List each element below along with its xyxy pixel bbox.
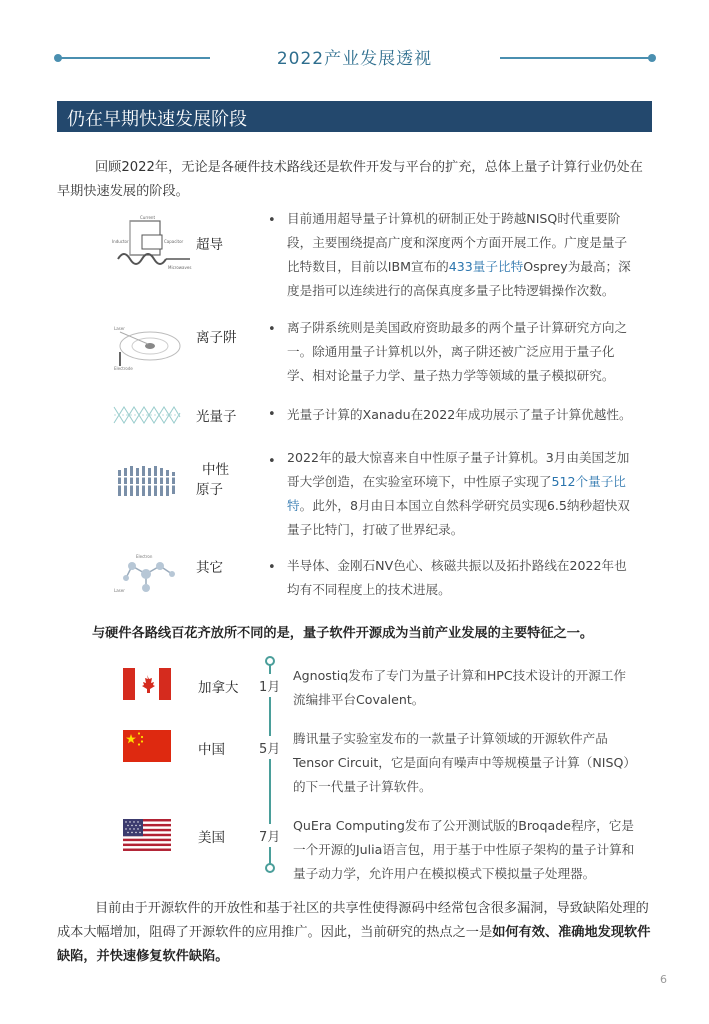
header-right-dot: [648, 54, 656, 62]
desc-text: 2022年的最大惊喜来自中性原子量子计算机。3月由美国芝加哥大学创造，在实验室环境下，中性原子实现了: [287, 450, 630, 489]
section-title-bar: [57, 101, 652, 132]
section-title: 仍在早期快速发展阶段: [67, 109, 247, 130]
country-canada: 加拿大: [198, 680, 239, 696]
bullet: •: [268, 407, 276, 422]
tech-row-ion-trap: [100, 320, 660, 390]
tech-row-photonic: [100, 405, 660, 435]
tech-label-superconducting: 超导: [196, 237, 223, 253]
svg-text:Laser: Laser: [114, 326, 125, 331]
bullet: •: [268, 322, 276, 337]
tech-label-line: 中性: [202, 462, 229, 478]
svg-text:Microwaves: Microwaves: [168, 265, 192, 270]
tech-label-neutral-atom: [196, 460, 246, 500]
timeline-end-dot: [265, 863, 275, 873]
timeline-desc-usa: QuEra Computing发布了公开测试版的Broqade程序，它是一个开源的Julia语言包，用于基于中性原子架构的量子计算和量子动力学，允许用户在模拟模式下模拟量子处理器。: [293, 818, 635, 881]
month-label: 7月: [259, 824, 280, 847]
timeline-start-dot: [265, 656, 275, 666]
desc-text: Osprey为最高；深度是指可以连续进行的高保真度多量子比特逻辑操作次数。: [287, 259, 631, 298]
molecule-icon: [112, 552, 178, 596]
svg-text:Current: Current: [140, 215, 156, 220]
bullet: •: [268, 454, 276, 469]
tech-label-photonic: 光量子: [196, 409, 237, 425]
superconducting-diagram-icon: [110, 213, 194, 277]
page-header-title: 2022产业发展透视: [276, 49, 433, 69]
canada-flag-icon: [123, 668, 171, 700]
country-china: 中国: [198, 742, 225, 758]
highlight-qubits: 433量子比特: [448, 259, 524, 274]
highlight-qubits: 512个量子比特: [287, 474, 626, 513]
page-number: 6: [660, 973, 667, 986]
tech-label-ion-trap: 离子阱: [196, 330, 237, 346]
svg-text:Electron: Electron: [136, 554, 153, 559]
country-usa: 美国: [198, 830, 225, 846]
tech-desc-superconducting: [287, 207, 639, 303]
bullet: •: [268, 560, 276, 575]
tech-desc-neutral-atom: [287, 446, 639, 542]
svg-text:Capacitor: Capacitor: [164, 239, 184, 244]
tech-label-line: 原子: [196, 482, 223, 498]
final-text: 目前由于开源软件的开放性和基于社区的共享性使得源码中经常包含很多漏洞，导致缺陷处理的成本大幅增加，阻碍了开源软件的应用推广。因此，当前研究的热点之一是: [57, 901, 649, 940]
tech-desc-ion-trap: 离子阱系统则是美国政府资助最多的两个量子计算研究方向之一。除通用量子计算机以外，离子阱还被广泛应用于量子化学、相对论量子力学、量子热力学等领域的量子模拟研究。: [287, 320, 628, 383]
tech-desc-other: 半导体、金刚石NV色心、核磁共振以及拓扑路线在2022年也均有不同程度上的技术进展。: [287, 558, 627, 597]
china-flag-icon: [123, 730, 171, 762]
bullet: •: [268, 213, 276, 228]
photonic-lattice-icon: [112, 403, 178, 427]
svg-text:Inductor: Inductor: [112, 239, 129, 244]
month-label: 1月: [259, 674, 280, 697]
neutral-atom-array-icon: [112, 462, 178, 502]
tech-row-neutral-atom: [100, 452, 660, 542]
intro-paragraph: 回顾2022年，无论是各硬件技术路线还是软件开发与平台的扩充，总体上量子计算行业仍处在早期快速发展的阶段。: [57, 160, 643, 199]
desc-text: 目前通用超导量子计算机的研制正处于跨越NISQ时代重要阶段，主要围绕提高广度和深度两个方面开展工作。广度是量子比特数目，目前以IBM宣布的: [287, 211, 628, 274]
final-paragraph: [57, 897, 652, 969]
month-label: 5月: [259, 736, 280, 759]
svg-text:Laser: Laser: [114, 588, 125, 593]
software-heading: 与硬件各路线百花齐放所不同的是，量子软件开源成为当前产业发展的主要特征之一。: [92, 626, 594, 641]
tech-label-other: 其它: [196, 560, 223, 576]
desc-text: 。此外，8月由日本国立自然科学研究员实现6.5纳秒超快双量子比特门，打破了世界纪录。: [287, 498, 630, 537]
svg-text:Electrode: Electrode: [114, 366, 133, 371]
tech-desc-photonic: 光量子计算的Xanadu在2022年成功展示了量子计算优越性。: [287, 407, 632, 422]
header-right-line: [500, 57, 652, 59]
tech-row-superconducting: [100, 211, 660, 301]
timeline-desc-canada: Agnostiq发布了专门为量子计算和HPC技术设计的开源工作流编排平台Covalent。: [293, 668, 627, 707]
timeline-desc-china: 腾讯量子实验室发布的一款量子计算领域的开源软件产品Tensor Circuit，它是面向有噪声中等规模量子计算（NISQ）的下一代量子计算软件。: [293, 731, 636, 794]
final-bold-text: 如何有效、准确地发现软件缺陷，并快速修复软件缺陷。: [57, 925, 651, 964]
ion-trap-icon: [112, 322, 178, 372]
usa-flag-icon: [123, 819, 171, 851]
tech-row-other: [100, 554, 660, 608]
